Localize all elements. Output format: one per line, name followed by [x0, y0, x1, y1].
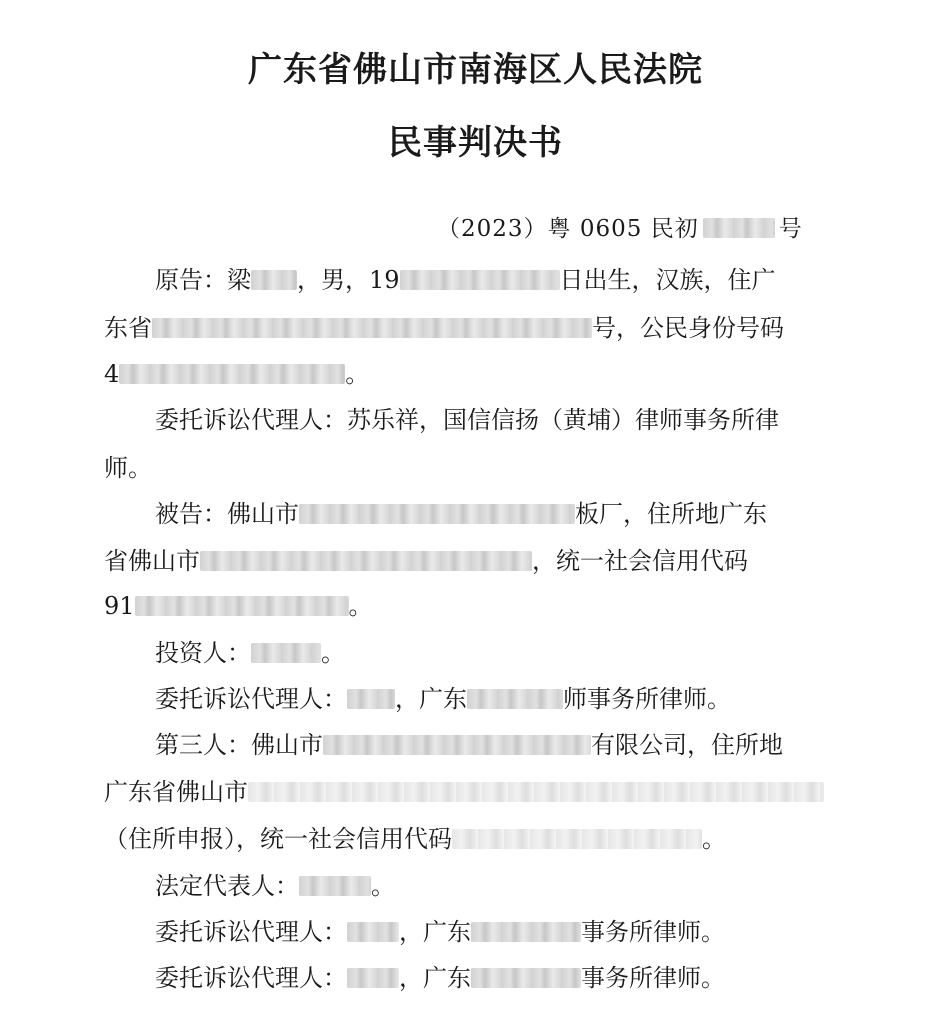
third-agent-1-label: 委托诉讼代理人：	[155, 918, 347, 946]
redacted-defendant-address	[200, 551, 532, 571]
defendant-address-start: 省佛山市	[104, 547, 200, 575]
redacted-third-agent-2	[347, 968, 399, 988]
defendant-address-label: 板厂，住所地广东	[575, 500, 767, 528]
redacted-third-agent-1-firm	[471, 922, 581, 942]
plaintiff-label: 原告：梁	[155, 266, 251, 294]
plaintiff-agent-line-1: 委托诉讼代理人：苏乐祥，国信信扬（黄埔）律师事务所律	[155, 406, 779, 434]
redacted-investor	[251, 643, 321, 663]
defendant-line-1	[155, 498, 767, 530]
defendant-label: 被告：佛山市	[155, 500, 299, 528]
redacted-agent-name	[347, 689, 395, 709]
redacted-legal-rep	[299, 876, 371, 896]
redacted-id-number	[119, 364, 345, 384]
plaintiff-id-start: 4	[104, 360, 120, 388]
plaintiff-end: 。	[345, 360, 370, 388]
defendant-agent-label: 委托诉讼代理人：	[155, 685, 347, 713]
third-party-address-label: 有限公司，住所地	[591, 731, 783, 759]
third-party-credit-label: （住所申报），统一社会信用代码	[104, 825, 452, 853]
redacted-address	[152, 318, 592, 338]
defendant-agent-line	[155, 683, 731, 715]
plaintiff-line-3	[104, 358, 369, 390]
defendant-line-3	[104, 590, 373, 622]
defendant-credit-label: ，统一社会信用代码	[532, 547, 748, 575]
plaintiff-agent-line-2: 师。	[104, 454, 152, 482]
court-name: 广东省佛山市南海区人民法院	[248, 50, 703, 90]
plaintiff-birth: 日出生，汉族，住广	[559, 266, 776, 294]
legal-rep-line	[155, 870, 395, 902]
redacted-third-party-name	[323, 735, 591, 755]
third-agent-2-firm-end: 事务所律师。	[581, 964, 725, 992]
third-party-end: 。	[702, 825, 726, 853]
defendant-line-2	[104, 545, 748, 577]
case-number-prefix: （2023）粤 0605 民初	[437, 216, 699, 242]
defendant-credit-start: 91	[104, 592, 135, 620]
redacted-law-firm	[467, 689, 563, 709]
investor-line	[155, 637, 345, 669]
plaintiff-id-label: 号，公民身份号码	[592, 314, 784, 342]
third-party-label: 第三人：佛山市	[155, 731, 323, 759]
third-party-line-2	[104, 776, 824, 808]
case-number	[437, 210, 803, 243]
document-title: 民事判决书	[388, 123, 563, 163]
redacted-birthdate	[400, 270, 560, 290]
redacted-third-agent-2-firm	[471, 968, 581, 988]
third-agent-1-line	[155, 916, 725, 948]
third-agent-2-line	[155, 962, 725, 994]
investor-label: 投资人：	[155, 639, 251, 667]
third-agent-1-firm-end: 事务所律师。	[581, 918, 725, 946]
redacted-third-party-credit	[452, 829, 702, 849]
redacted-name	[251, 270, 297, 290]
third-agent-2-label: 委托诉讼代理人：	[155, 964, 347, 992]
third-party-address-start: 广东省佛山市	[104, 778, 248, 806]
redacted-credit-code	[135, 596, 349, 616]
redacted-third-party-address	[248, 782, 824, 802]
third-party-line-3	[104, 823, 726, 855]
defendant-agent-firm-end: 师事务所律师。	[563, 685, 731, 713]
plaintiff-line-2	[104, 312, 784, 344]
legal-rep-end: 。	[371, 872, 395, 900]
legal-rep-label: 法定代表人：	[155, 872, 299, 900]
plaintiff-gender: ，男，19	[297, 266, 400, 294]
third-agent-1-province: ，广东	[399, 918, 471, 946]
redacted-third-agent-1	[347, 922, 399, 942]
third-agent-2-province: ，广东	[399, 964, 471, 992]
defendant-end: 。	[348, 592, 373, 620]
case-number-suffix: 号	[778, 216, 803, 242]
plaintiff-line-1	[155, 264, 776, 296]
plaintiff-address-start: 东省	[104, 314, 152, 342]
redacted-defendant-name	[299, 504, 575, 524]
investor-end: 。	[321, 639, 345, 667]
third-party-line-1	[155, 729, 783, 761]
redacted-case-number	[703, 218, 775, 238]
defendant-agent-province: ，广东	[395, 685, 467, 713]
